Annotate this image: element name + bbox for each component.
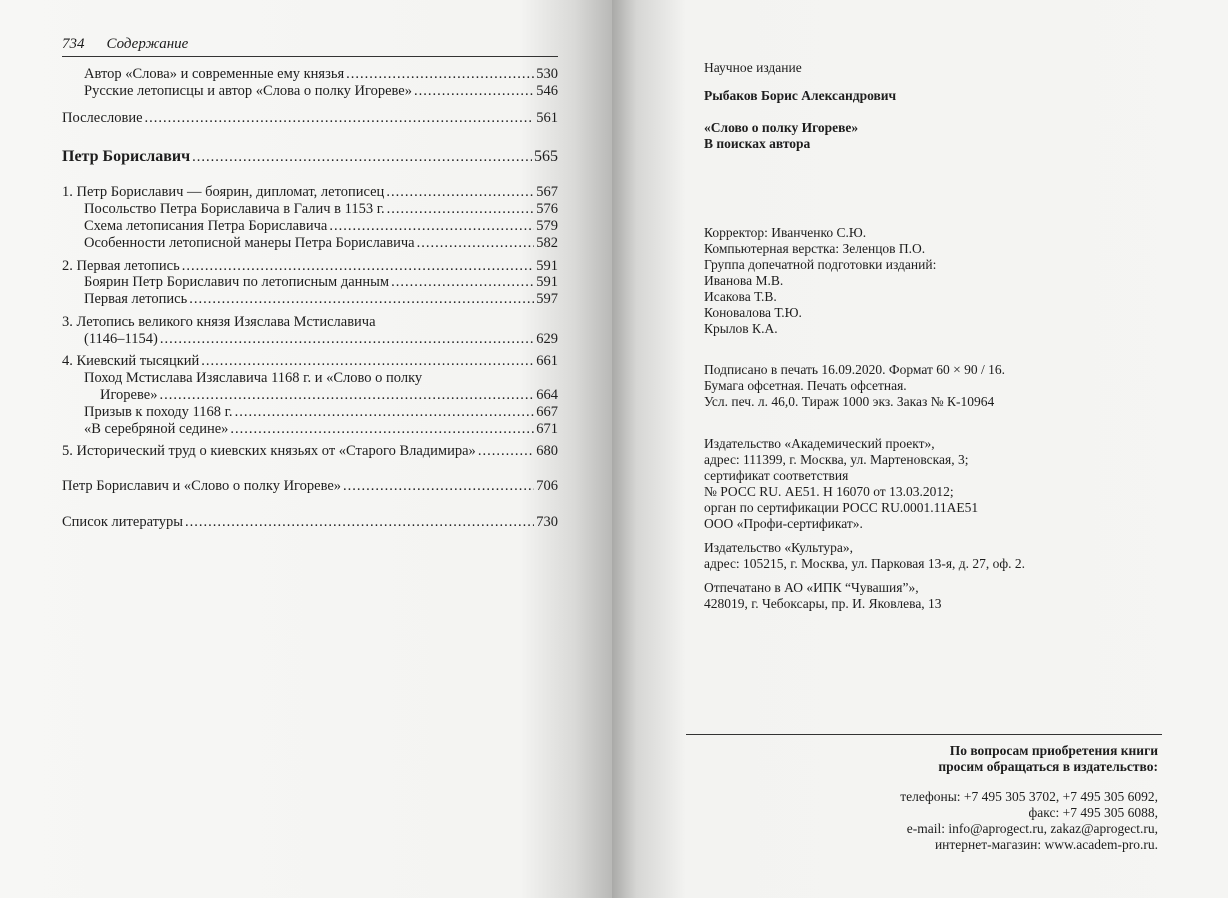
contact-website: интернет-магазин: www.academ-pro.ru. bbox=[934, 837, 1158, 852]
toc-entry: 1. Петр Бориславич — боярин, дипломат, летописец ..... 567 bbox=[62, 184, 558, 201]
page-number: 734 bbox=[62, 36, 85, 52]
printer-line: Отпечатано в АО «ИПК “Чувашия”», bbox=[704, 580, 919, 595]
print-info-line: Бумага офсетная. Печать офсетная. bbox=[704, 378, 907, 393]
toc-entry: Призыв к походу 1168 г. ..... 667 bbox=[84, 404, 558, 421]
header-rule bbox=[62, 56, 558, 57]
toc-entry-line: Поход Мстислава Изяславича 1168 г. и «Слово о полку bbox=[84, 370, 423, 386]
toc-entry: Автор «Слова» и современные ему князья ..... 530 bbox=[84, 66, 558, 83]
toc-entry: 5. Исторический труд о киевских князьях от «Старого Владимира» ..... 680 bbox=[62, 443, 558, 460]
publisher-line: ООО «Профи-сертификат». bbox=[704, 516, 863, 531]
contact-fax: факс: +7 495 305 6088, bbox=[1028, 805, 1158, 820]
toc-entry: Посольство Петра Бориславича в Галич в 1153 г. ..... 576 bbox=[84, 201, 558, 218]
author-name: Рыбаков Борис Александрович bbox=[704, 88, 897, 103]
credit-line: Группа допечатной подготовки изданий: bbox=[704, 257, 937, 272]
running-head-title: Содержание bbox=[106, 36, 189, 52]
publisher-line: Издательство «Культура», bbox=[704, 540, 854, 555]
contact-rule bbox=[686, 734, 1162, 735]
credit-line: Иванова М.В. bbox=[704, 273, 784, 288]
printer-line: 428019, г. Чебоксары, пр. И. Яковлева, 13 bbox=[704, 596, 942, 611]
toc-entry: Схема летописания Петра Бориславича ..... 579 bbox=[84, 218, 558, 235]
running-head bbox=[62, 36, 188, 53]
publisher-line: сертификат соответствия bbox=[704, 468, 849, 483]
publisher-line: адрес: 111399, г. Москва, ул. Мартеновская, 3; bbox=[704, 452, 969, 467]
toc-entry: (1146–1154) ..... 629 bbox=[84, 331, 558, 348]
print-info-line: Усл. печ. л. 46,0. Тираж 1000 экз. Заказ № К-10964 bbox=[704, 394, 995, 409]
contact-phones: телефоны: +7 495 305 3702, +7 495 305 6092, bbox=[900, 789, 1158, 804]
toc-entry: Петр Бориславич и «Слово о полку Игореве» ..... 706 bbox=[62, 478, 558, 495]
toc-entry: 2. Первая летопись ..... 591 bbox=[62, 258, 558, 275]
book-subtitle: В поисках автора bbox=[704, 136, 811, 151]
toc-entry: «В серебряной седине» ..... 671 bbox=[84, 421, 558, 438]
contact-email: e-mail: info@aprogect.ru, zakaz@aprogect.ru, bbox=[906, 821, 1158, 836]
purchase-heading: По вопросам приобретения книги bbox=[949, 743, 1158, 758]
publisher-line: Издательство «Академический проект», bbox=[704, 436, 935, 451]
left-page-contents bbox=[0, 0, 612, 898]
toc-entry: Русские летописцы и автор «Слова о полку Игореве» ..... 546 bbox=[84, 83, 558, 100]
toc-entry: Послесловие ..... 561 bbox=[62, 110, 558, 127]
purchase-heading: просим обращаться в издательство: bbox=[938, 759, 1158, 774]
credit-line: Корректор: Иванченко С.Ю. bbox=[704, 225, 867, 240]
credit-line: Коновалова Т.Ю. bbox=[704, 305, 802, 320]
toc-entry: Список литературы ..... 730 bbox=[62, 514, 558, 531]
toc-entry: Первая летопись ..... 597 bbox=[84, 291, 558, 308]
publisher-line: № РОСС RU. АЕ51. Н 16070 от 13.03.2012; bbox=[704, 484, 954, 499]
toc-entry: Боярин Петр Бориславич по летописным данным ..... 591 bbox=[84, 274, 558, 291]
toc-part-heading: Петр Бориславич ..... 565 bbox=[62, 148, 558, 166]
credit-line: Крылов К.А. bbox=[704, 321, 778, 336]
print-info-line: Подписано в печать 16.09.2020. Формат 60 × 90 / 16. bbox=[704, 362, 1005, 377]
toc-entry: Особенности летописной манеры Петра Бориславича ..... 582 bbox=[84, 235, 558, 252]
credit-line: Исакова Т.В. bbox=[704, 289, 777, 304]
toc-entry-line: 3. Летопись великого князя Изяслава Мстиславича bbox=[62, 314, 376, 330]
credit-line: Компьютерная верстка: Зеленцов П.О. bbox=[704, 241, 926, 256]
publisher-line: орган по сертификации РОСС RU.0001.11AE51 bbox=[704, 500, 979, 515]
toc-entry: 4. Киевский тысяцкий ..... 661 bbox=[62, 353, 558, 370]
edition-type: Научное издание bbox=[704, 60, 802, 75]
toc-entry: Игореве» ..... 664 bbox=[100, 387, 558, 404]
publisher-line: адрес: 105215, г. Москва, ул. Парковая 13-я, д. 27, оф. 2. bbox=[704, 556, 1026, 571]
book-title: «Слово о полку Игореве» bbox=[704, 120, 859, 135]
